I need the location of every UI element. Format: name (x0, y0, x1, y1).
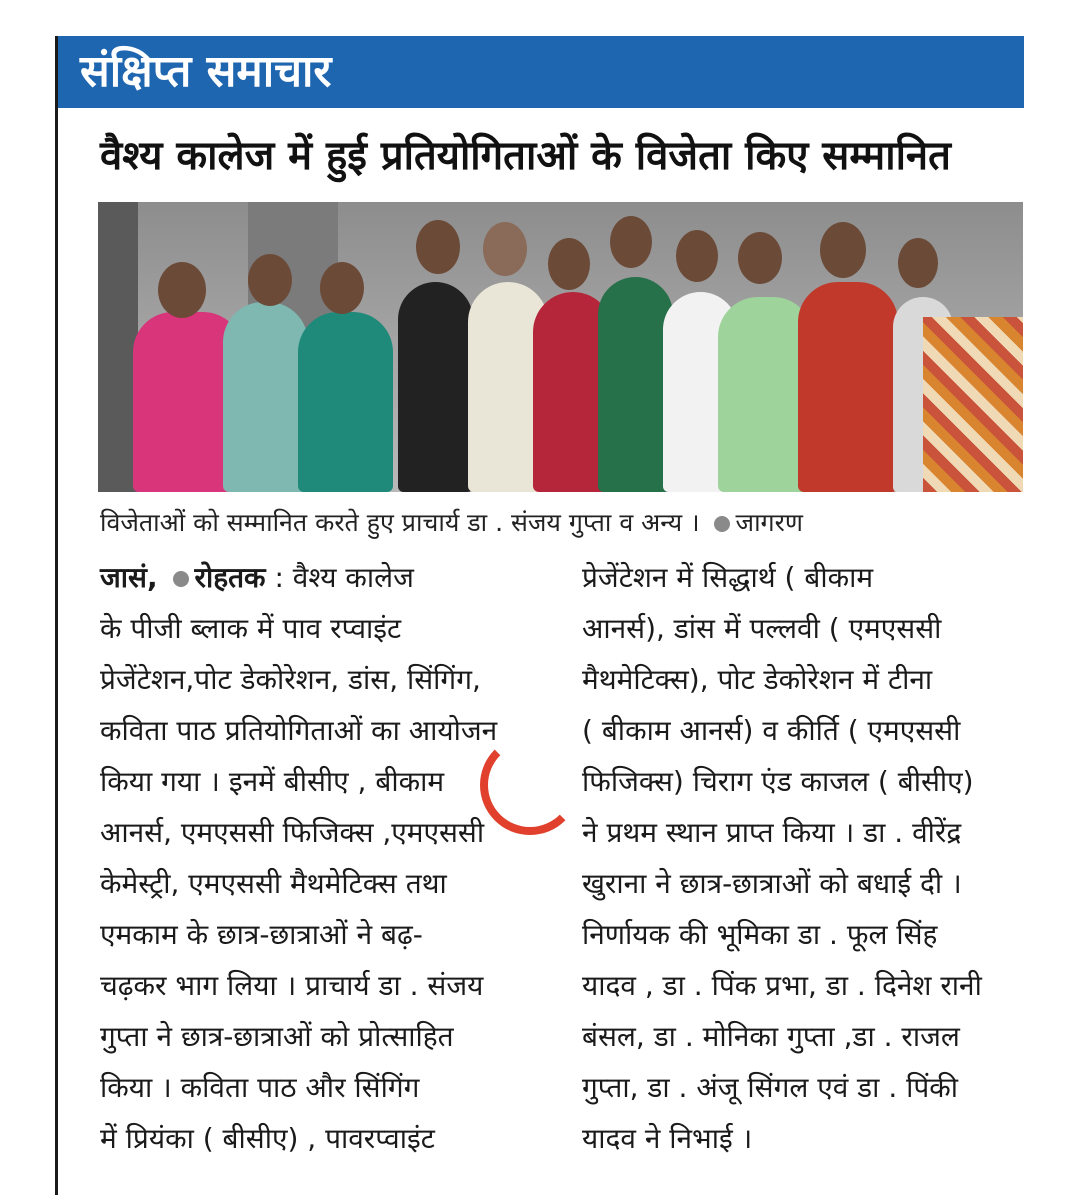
photo-person (798, 282, 898, 492)
article-line: ( बीकाम आनर्स) व कीर्ति ( एमएससी (582, 714, 961, 747)
section-banner (58, 36, 1024, 108)
caption-text: विजेताओं को सम्मानित करते हुए प्राचार्य डा . संजय गुप्ता व अन्य । (100, 508, 700, 537)
column-rule (55, 36, 58, 1195)
article-line: आनर्स), डांस में पल्लवी ( एमएससी (582, 612, 942, 645)
article-line (100, 552, 550, 603)
photo-person-head (158, 262, 206, 318)
article-line: किया गया । इनमें बीसीए , बीकाम (100, 765, 445, 798)
photo-person-head (248, 254, 292, 306)
article-line: प्रेजेंटेशन में सिद्धार्थ ( बीकाम (582, 561, 874, 594)
article-line: यादव ने निभाई । (582, 1122, 753, 1155)
article-line: प्रेजेंटेशन,पोट डेकोरेशन, डांस, सिंगिंग, (100, 663, 481, 696)
news-photo (98, 202, 1023, 492)
photo-person-head (738, 232, 782, 284)
bullet-icon (173, 571, 189, 587)
bullet-icon (714, 516, 730, 532)
caption-credit: जागरण (735, 508, 803, 537)
article-line: ने प्रथम स्थान प्राप्त किया । डा . वीरेंद्र (582, 816, 962, 849)
article-line: में प्रियंका ( बीसीए) , पावरप्वाइंट (100, 1122, 435, 1155)
article-line: मैथमेटिक्स), पोट डेकोरेशन में टीना (582, 663, 933, 696)
loading-spinner-icon (480, 735, 580, 835)
section-title: संक्षिप्त समाचार (80, 46, 332, 97)
photo-person (398, 282, 473, 492)
article-line: आनर्स, एमएससी फिजिक्स ,एमएससी (100, 816, 485, 849)
photo-person (223, 302, 308, 492)
headline: वैश्य कालेज में हुई प्रतियोगिताओं के विजेता किए सम्मानित (100, 133, 951, 179)
article-text: : वैश्य कालेज (265, 561, 414, 594)
photo-decor-panel (923, 317, 1023, 492)
article-line: के पीजी ब्लाक में पाव रप्वाइंट (100, 612, 402, 645)
photo-person-head (898, 238, 938, 288)
photo-wall (98, 202, 138, 492)
article-line: कविता पाठ प्रतियोगिताओं का आयोजन (100, 714, 498, 747)
photo-person (298, 312, 393, 492)
article-line: निर्णायक की भूमिका डा . फूल सिंह (582, 918, 938, 951)
photo-caption (100, 502, 1000, 544)
photo-person-head (820, 222, 866, 278)
article-line: खुराना ने छात्र-छात्राओं को बधाई दी । (582, 867, 962, 900)
article-column-left (100, 552, 550, 1164)
article-line: यादव , डा . पिंक प्रभा, डा . दिनेश रानी (582, 969, 982, 1002)
article-line: गुप्ता ने छात्र-छात्राओं को प्रोत्साहित (100, 1020, 454, 1053)
dateline-place: रोहतक (194, 561, 266, 594)
photo-person-head (676, 230, 718, 282)
photo-person-head (610, 216, 652, 268)
article-line: किया । कविता पाठ और सिंगिंग (100, 1071, 420, 1104)
article-line: चढ़कर भाग लिया । प्राचार्य डा . संजय (100, 969, 484, 1002)
article-line: बंसल, डा . मोनिका गुप्ता ,डा . राजल (582, 1020, 960, 1053)
dateline-source: जासं, (100, 561, 158, 594)
photo-person (598, 277, 673, 492)
article-line: केमेस्ट्री, एमएससी मैथमेटिक्स तथा (100, 867, 447, 900)
photo-person-head (548, 238, 590, 290)
article-column-right (582, 552, 1032, 1164)
article-line: एमकाम के छात्र-छात्राओं ने बढ़- (100, 918, 423, 951)
photo-person-head (416, 220, 460, 274)
article-line: गुप्ता, डा . अंजू सिंगल एवं डा . पिंकी (582, 1071, 959, 1104)
photo-person-head (483, 222, 527, 276)
photo-person-head (320, 262, 364, 314)
article-line: फिजिक्स) चिराग एंड काजल ( बीसीए) (582, 765, 974, 798)
